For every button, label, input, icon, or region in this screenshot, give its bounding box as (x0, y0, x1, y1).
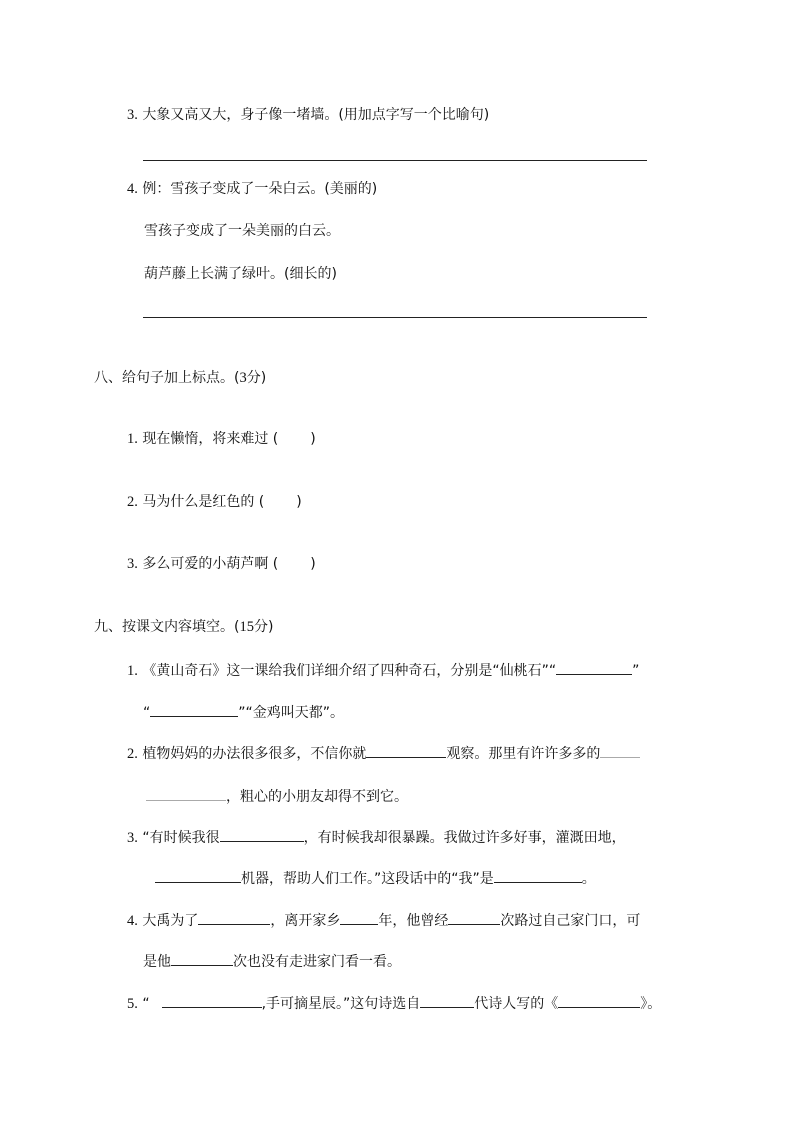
question-number: 1. (127, 431, 138, 447)
question-number: 3. (127, 107, 138, 123)
question-number: 2. (127, 494, 138, 510)
question-text: 》。 (640, 996, 662, 1012)
fill-blank[interactable] (558, 992, 640, 1008)
fill-blank[interactable] (162, 992, 262, 1008)
paren-close: ) (310, 556, 316, 572)
section-score-unit: 分) (253, 619, 274, 635)
question-text: 是他 (143, 954, 171, 970)
fill-blank[interactable] (600, 742, 640, 758)
s9-q2-line-1 (127, 742, 640, 764)
s9-q1-line-1 (127, 659, 639, 681)
fill-blank[interactable] (155, 867, 241, 883)
question-number: 4. (127, 181, 138, 197)
section-title-text: 八、给句子加上标点。( (94, 370, 240, 386)
question-text: “ (143, 705, 151, 721)
section-score-unit: 分) (246, 370, 267, 386)
s9-q1-line-2 (143, 701, 344, 723)
s7-q4-prompt: 葫芦藤上长满了绿叶。(细长的) (144, 266, 337, 282)
question-number: 5. (127, 996, 138, 1012)
paren-open: ( (258, 494, 265, 510)
fill-blank[interactable] (171, 950, 233, 966)
s9-q3-line-1 (127, 826, 626, 848)
paren-open: ( (272, 431, 279, 447)
paren-close: ) (296, 494, 302, 510)
s7-q4-line (127, 179, 377, 199)
sentence-text: 现在懒惰，将来难过 (142, 431, 269, 447)
question-number: 2. (127, 746, 138, 762)
paren-close: ) (310, 431, 316, 447)
section-8-title (94, 368, 266, 388)
question-text: ，有时候我却很暴躁。我做过许多好事，灌溉田地， (303, 830, 626, 846)
question-text: ” (632, 663, 640, 679)
fill-blank[interactable] (146, 785, 226, 801)
fill-blank[interactable] (556, 659, 632, 675)
question-text: 机器，帮助人们工作。”这段话中的“我”是 (241, 871, 494, 887)
sentence-text: 马为什么是红色的 (142, 494, 255, 510)
section-score: 3 (239, 370, 247, 386)
question-text: 大禹为了 (142, 913, 199, 929)
question-text: 例：雪孩子变成了一朵白云。(美丽的) (142, 181, 378, 197)
fill-blank[interactable] (366, 742, 446, 758)
question-text: 大象又高又大，身子像一堵墙。(用加点字写一个比喻句) (142, 107, 490, 123)
section-title-text: 九、按课文内容填空。( (94, 619, 240, 635)
s9-q4-line-1 (127, 909, 640, 931)
paren-open: ( (272, 556, 279, 572)
s9-q4-line-2 (143, 950, 401, 972)
fill-blank[interactable] (220, 826, 304, 842)
question-number: 4. (127, 913, 138, 929)
fill-blank[interactable] (448, 909, 500, 925)
question-text: 植物妈妈的办法很多很多，不信你就 (142, 746, 367, 762)
question-text: 《黄山奇石》这一课给我们详细介绍了四种奇石，分别是“仙桃石”“ (142, 663, 557, 679)
s7-q4-example: 雪孩子变成了一朵美丽的白云。 (144, 223, 340, 239)
fill-blank[interactable] (494, 867, 582, 883)
question-text: 代诗人写的《 (474, 996, 559, 1012)
question-text: 观察。那里有许许多多的 (446, 746, 601, 762)
fill-blank[interactable] (420, 992, 474, 1008)
question-number: 3. (127, 556, 138, 572)
sentence-text: 多么可爱的小葫芦啊 (142, 556, 269, 572)
s7-q3-answer-line[interactable] (143, 160, 647, 161)
question-text: “有时候我很 (142, 830, 220, 846)
question-text: 年，他曾经 (378, 913, 449, 929)
s7-q3-line (127, 105, 489, 125)
question-number: 3. (127, 830, 138, 846)
s8-item-1 (127, 429, 316, 449)
s9-q3-line-2 (155, 867, 596, 889)
question-text: 。 (581, 871, 596, 887)
section-score: 15 (239, 619, 254, 635)
question-text: “ (142, 996, 150, 1012)
fill-blank[interactable] (150, 701, 238, 717)
question-text: ”“金鸡叫天都”。 (238, 705, 345, 721)
question-text: ，离开家乡 (270, 913, 341, 929)
question-text: ,手可摘星辰。”这句诗选自 (261, 996, 421, 1012)
section-9-title (94, 617, 273, 637)
s9-q2-line-2 (146, 785, 408, 807)
s7-q4-answer-line[interactable] (143, 317, 647, 318)
s8-item-3 (127, 554, 316, 574)
question-text: 次也没有走进家门看一看。 (233, 954, 401, 970)
fill-blank[interactable] (198, 909, 270, 925)
question-text: ，粗心的小朋友却得不到它。 (226, 789, 408, 805)
fill-blank[interactable] (340, 909, 378, 925)
s8-item-2 (127, 492, 302, 512)
question-text: 次路过自己家门口，可 (500, 913, 641, 929)
question-number: 1. (127, 663, 138, 679)
s9-q5-line (127, 992, 661, 1014)
